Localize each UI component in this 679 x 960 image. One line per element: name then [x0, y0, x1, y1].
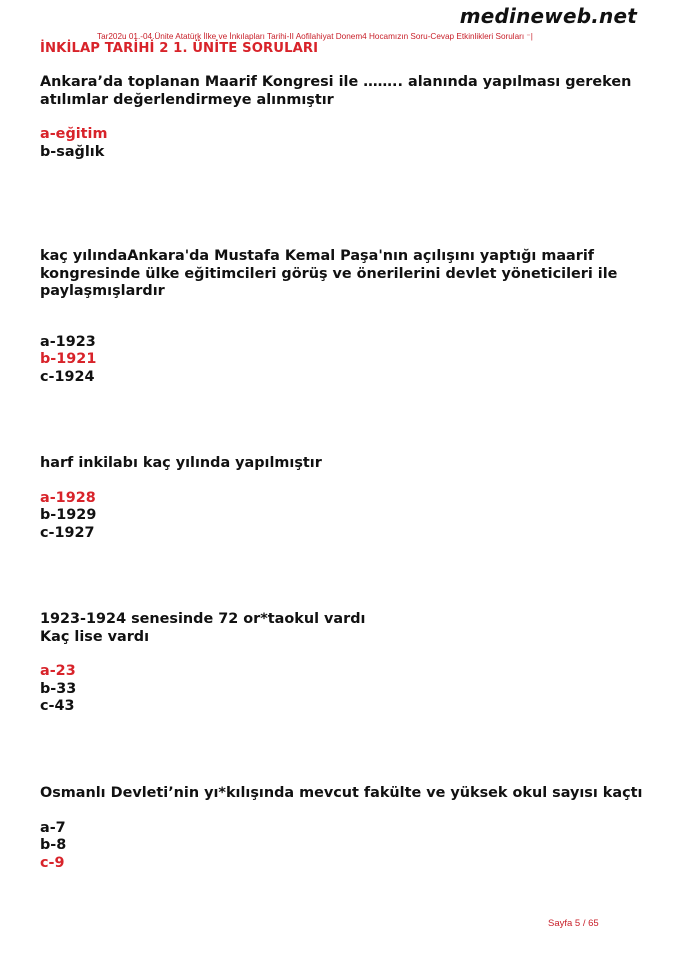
question-3-text: harf inkilabı kaç yılında yapılmıştır	[40, 455, 322, 471]
document-title: İNKİLAP TARİHİ 2 1. ÜNİTE SORULARI	[40, 41, 319, 56]
question-4	[40, 611, 650, 716]
question-1-text: Ankara’da toplanan Maarif Kongresi ile …….. alanında yapılması gereken atılımlar değerlendirmeye alınmıştır	[40, 74, 632, 108]
question-3-option-a: a-1928	[40, 489, 96, 506]
question-3-option-b: b-1929	[40, 507, 97, 523]
question-2-text: kaç yılındaAnkara'da Mustafa Kemal Paşa'nın açılışını yaptığı maarif kongresinde ülke eğitimcileri görüş ve önerilerini devlet yöneticileri ile paylaşmışlardır	[40, 248, 618, 299]
question-2-option-b: b-1921	[40, 351, 97, 367]
question-4-text-line-1: 1923-1924 senesinde 72 or*taokul vardı	[40, 611, 366, 627]
question-1-option-a: a-eğitim	[40, 126, 108, 142]
question-2-option-c: c-1924	[40, 368, 95, 385]
question-2-option-a: a-1923	[40, 333, 96, 350]
question-2-options	[40, 334, 650, 387]
site-watermark: medineweb.net	[459, 4, 637, 28]
question-5	[40, 785, 650, 872]
running-header: Tar202u 01.-04.Ünite Atatürk İlke ve İnkılapları Tarihi-II Aofilahiyat Donem4 Hocamızın Soru-Cevap Etkinlikleri Soruları ⁻|	[97, 32, 533, 41]
question-5-option-c: c-9	[40, 854, 65, 871]
question-4-option-c: c-43	[40, 698, 75, 714]
question-3-options	[40, 490, 650, 543]
question-2	[40, 248, 650, 386]
question-3	[40, 455, 650, 542]
question-4-option-b: b-33	[40, 680, 77, 697]
question-5-text: Osmanlı Devleti’nin yı*kılışında mevcut fakülte ve yüksek okul sayısı kaçtı	[40, 785, 643, 801]
question-1	[40, 74, 650, 161]
page-number: Sayfa 5 / 65	[548, 918, 599, 929]
question-1-options	[40, 126, 650, 161]
question-5-option-a: a-7	[40, 819, 66, 836]
question-4-option-a: a-23	[40, 663, 76, 679]
question-1-option-b: b-sağlık	[40, 143, 105, 160]
question-4-text-line-2: Kaç lise vardı	[40, 628, 150, 645]
question-5-option-b: b-8	[40, 837, 67, 853]
question-3-option-c: c-1927	[40, 524, 95, 541]
question-4-options	[40, 663, 650, 716]
question-5-options	[40, 820, 650, 873]
